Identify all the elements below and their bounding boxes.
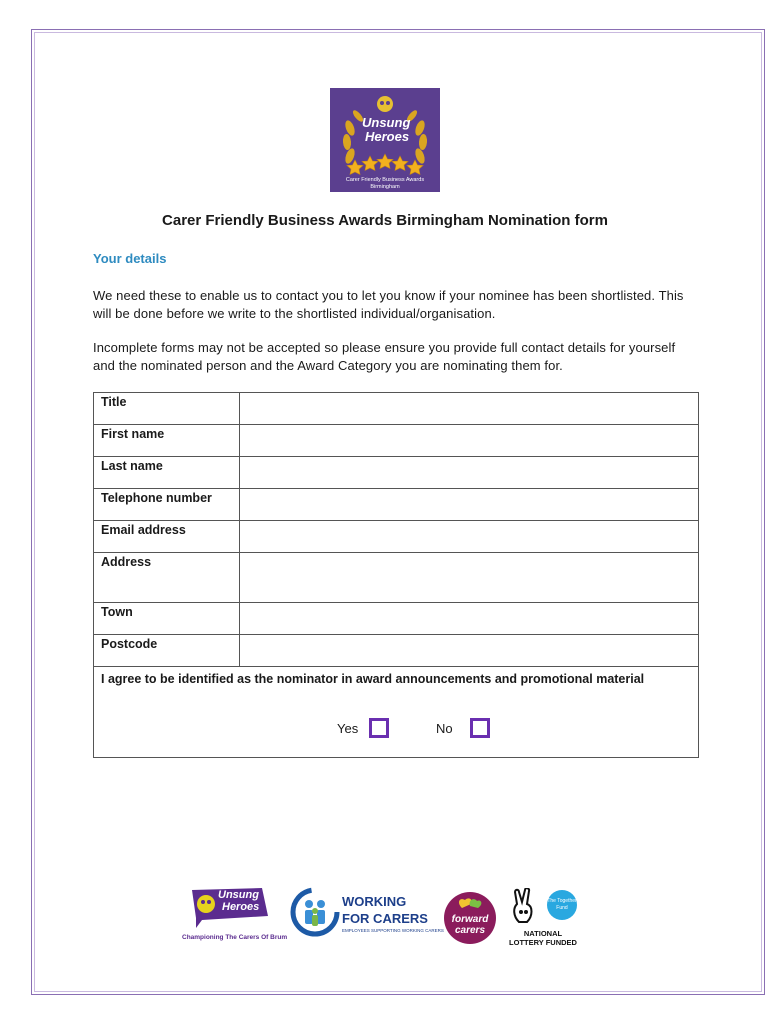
field-row-address bbox=[94, 553, 699, 603]
footer-lottery-line2: LOTTERY FUNDED bbox=[509, 938, 577, 947]
yes-checkbox[interactable] bbox=[369, 718, 389, 738]
footer-working-line1: WORKING bbox=[342, 894, 407, 909]
instructions-paragraph: Incomplete forms may not be accepted so please ensure you provide full contact details for yourself and the nominated person and the Award Category you are nominating them for. bbox=[93, 340, 676, 373]
crossed-fingers-icon bbox=[507, 888, 541, 926]
header-logo-caption1: Carer Friendly Business Awards bbox=[345, 177, 425, 183]
telephone-input[interactable] bbox=[240, 489, 699, 521]
footer-forward-line1: forward bbox=[451, 914, 489, 925]
footer-unsung-line2: Heroes bbox=[222, 901, 260, 913]
working-for-carers-logo bbox=[289, 886, 444, 942]
consent-text: I agree to be identified as the nominator in award announcements and promotional material bbox=[101, 672, 645, 686]
field-row-title bbox=[94, 393, 699, 425]
footer-unsung-line1: Unsung bbox=[218, 889, 259, 901]
header-logo-line2: Heroes bbox=[365, 129, 410, 144]
title-input[interactable] bbox=[240, 393, 699, 425]
field-row-last-name bbox=[94, 457, 699, 489]
field-label: Title bbox=[94, 393, 240, 425]
details-table bbox=[93, 392, 699, 758]
field-row-first-name bbox=[94, 425, 699, 457]
header-logo-caption2: Birmingham bbox=[370, 184, 400, 190]
first-name-input[interactable] bbox=[240, 425, 699, 457]
field-label: Postcode bbox=[94, 635, 240, 667]
national-lottery-logo bbox=[503, 888, 583, 948]
field-label: Telephone number bbox=[94, 489, 240, 521]
field-label: Address bbox=[94, 553, 240, 603]
footer-forward-line2: carers bbox=[454, 925, 486, 936]
consent-row bbox=[94, 667, 699, 758]
page-title: Carer Friendly Business Awards Birmingham Nomination form bbox=[162, 212, 608, 229]
forward-carers-logo bbox=[444, 892, 496, 944]
field-label: Town bbox=[94, 603, 240, 635]
address-input[interactable] bbox=[240, 553, 699, 603]
footer-lottery-line1: NATIONAL bbox=[523, 929, 563, 938]
postcode-input[interactable] bbox=[240, 635, 699, 667]
field-row-email bbox=[94, 521, 699, 553]
field-row-town bbox=[94, 603, 699, 635]
consent-cell bbox=[94, 667, 699, 758]
unsung-heroes-footer-logo bbox=[182, 886, 288, 946]
together-fund-badge: The Together Fund bbox=[547, 890, 577, 920]
email-input[interactable] bbox=[240, 521, 699, 553]
intro-paragraph: We need these to enable us to contact you to let you know if your nominee has been shortlisted. This will be done before we write to the shortlisted individual/organisation. bbox=[93, 288, 684, 321]
field-label: Email address bbox=[94, 521, 240, 553]
yes-label: Yes bbox=[337, 721, 359, 736]
field-label: Last name bbox=[94, 457, 240, 489]
unsung-heroes-award-logo bbox=[330, 88, 440, 192]
section-heading: Your details bbox=[93, 251, 167, 266]
town-input[interactable] bbox=[240, 603, 699, 635]
footer-working-tagline: EMPLOYEES SUPPORTING WORKING CARERS bbox=[342, 928, 444, 933]
field-row-telephone bbox=[94, 489, 699, 521]
footer-working-line2: FOR CARERS bbox=[342, 911, 428, 926]
header-logo-line1: Unsung bbox=[362, 115, 411, 130]
footer-unsung-tagline: Championing The Carers Of Brum bbox=[182, 934, 288, 941]
no-checkbox[interactable] bbox=[470, 718, 490, 738]
no-label: No bbox=[436, 721, 453, 736]
field-label: First name bbox=[94, 425, 240, 457]
field-row-postcode bbox=[94, 635, 699, 667]
last-name-input[interactable] bbox=[240, 457, 699, 489]
